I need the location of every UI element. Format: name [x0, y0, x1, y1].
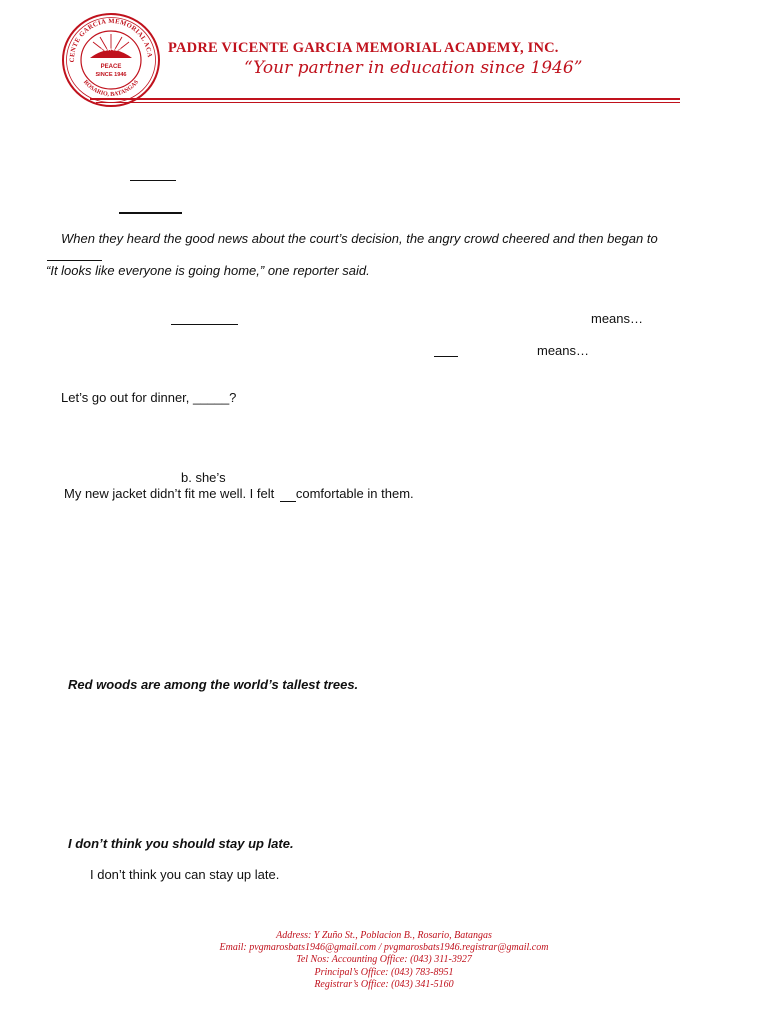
header-rule	[90, 98, 680, 100]
sentence-can: I don’t think you can stay up late.	[90, 867, 280, 882]
footer-principal: Principal’s Office: (043) 783-8951	[314, 966, 454, 978]
answer-blank[interactable]	[280, 489, 296, 502]
answer-blank[interactable]	[171, 311, 238, 325]
footer-address: Address: Y Zuño St., Poblacion B., Rosario, Batangas	[276, 930, 492, 941]
footer-contact	[0, 930, 768, 991]
question-jacket-start: My new jacket didn’t fit me well. I felt	[64, 486, 278, 501]
svg-text:ROSARIO, BATANGAS: ROSARIO, BATANGAS	[81, 79, 141, 98]
answer-blank[interactable]	[47, 247, 102, 261]
question-jacket	[64, 486, 414, 502]
sentence-redwoods: Red woods are among the world’s tallest trees.	[68, 677, 359, 692]
svg-text:HAPPINESS PROSPERITY: HAPPINESS PROSPERITY	[86, 47, 136, 52]
choice-option-b: b. she’s	[181, 470, 226, 485]
header-rule-thin	[96, 102, 680, 103]
question-dinner: Let’s go out for dinner, _____?	[61, 390, 237, 405]
footer-tel: Tel Nos: Accounting Office: (043) 311-3927	[296, 954, 472, 966]
school-tagline: “Your partner in education since 1946”	[244, 58, 583, 78]
question-quote: “It looks like everyone is going home,” one reporter said.	[46, 263, 370, 278]
school-name: PADRE VICENTE GARCIA MEMORIAL ACADEMY, INC.	[168, 40, 559, 56]
means-label: means…	[591, 311, 644, 326]
answer-blank[interactable]	[130, 167, 176, 181]
sentence-should: I don’t think you should stay up late.	[68, 836, 294, 851]
svg-text:PEACE: PEACE	[100, 64, 122, 70]
answer-blank[interactable]	[434, 343, 458, 357]
svg-text:PADRE VICENTE GARCIA MEMORIAL: CENTE GARCIA MEMORIAL ACA	[68, 17, 153, 63]
footer-email: Email: pvgmarosbats1946@gmail.com / pvgmarosbats1946.registrar@gmail.com	[219, 942, 549, 954]
question-jacket-end: comfortable in them.	[295, 486, 414, 501]
school-seal	[60, 12, 162, 108]
answer-blank[interactable]	[119, 199, 182, 214]
question-sentence: When they heard the good news about the court’s decision, the angry crowd cheered and then began to	[61, 231, 658, 246]
svg-text:SINCE 1946: SINCE 1946	[95, 72, 127, 78]
footer-registrar: Registrar’s Office: (043) 341-5160	[314, 978, 454, 990]
seal-logo-icon	[60, 12, 162, 108]
means-label: means…	[537, 343, 590, 358]
